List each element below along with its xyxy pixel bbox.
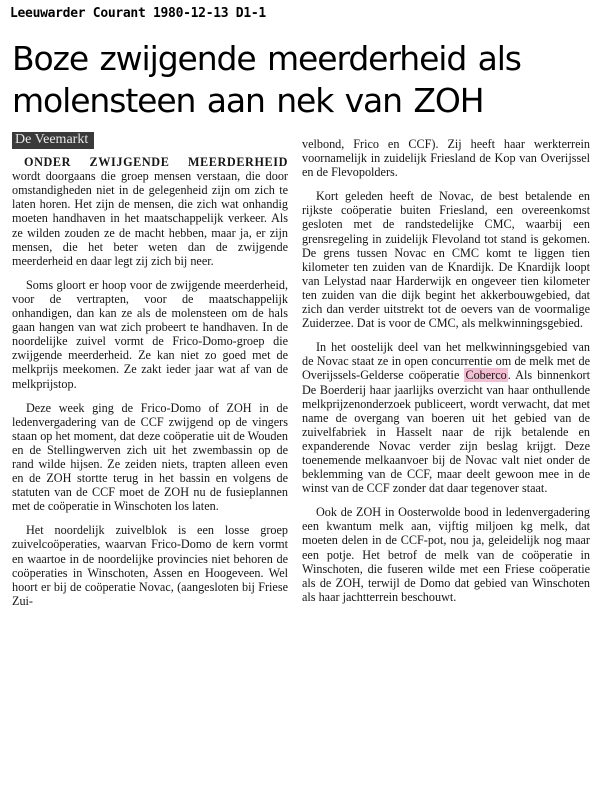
section-label: De Veemarkt	[12, 132, 94, 149]
paragraph	[12, 155, 288, 268]
paragraph: velbond, Frico en CCF). Zij heeft haar werkterrein voornamelijk in zuidelijk Friesland de Kop van Overijssel en de Flevopolders.	[302, 137, 590, 180]
newspaper-source-label: Leeuwarder Courant 1980-12-13 D1-1	[10, 6, 266, 21]
headline-line-1: Boze zwijgende meerderheid als	[12, 39, 521, 78]
article-column-right	[302, 137, 590, 614]
article-column-left	[12, 132, 288, 618]
paragraph: Ook de ZOH in Oosterwolde bood in ledenvergadering een kwantum melk aan, vijftig miljoen kg melk, dat moeten delen in de CCF-pot, nou ja, geleidelijk nog maar een potje. Het betrof de melk van de coöperatie in Winschoten, die fuseren wilde met een Friese coöperatie als de ZOH, terwijl de Domo dat gebied van Winschoten als haar jachtterrein beschouwt.	[302, 505, 590, 604]
paragraph-text: In het oostelijk deel van het melkwinningsgebied van de Novac staat ze in open concurrentie om de melk met de Overijssels-Gelderse coöperatie	[302, 340, 590, 383]
paragraph: Het noordelijk zuivelblok is een losse groep zuivelcoöperaties, waarvan Frico-Domo de kern vormt en waartoe in de noordelijke provincies niet behoren de coöperaties in Winschoten, Assen en Hoogeveen. Wel hoort er bij de coöperatie Novac, (aangesloten bij Friese Zui-	[12, 523, 288, 608]
paragraph: Soms gloort er hoop voor de zwijgende meerderheid, voor de vertrapten, voor de maatschappelijk onhandigen, dan kan ze als de molensteen om de hals gaan hangen van wat zich probeert te handhaven. In de noordelijke zuivel vormt de Frico-Domo-groep die zwijgende meerderheid. Ze kan niet zo goed met de melkprijs meekomen. Ze zakt ieder jaar wat af van de melkprijstop.	[12, 277, 288, 391]
paragraph: Kort geleden heeft de Novac, de best betalende en rijkste coöperatie buiten Friesland, een overeenkomst gesloten met de randstedelijke CMC, waarbij een grensregeling in zuidelijk Flevoland tot stand is gekomen. De grens tussen Novac en CMC komt te liggen tien kilometer ten zuiden van de Knardijk. De Knardijk loopt van Lelystad naar Harderwijk en ongeveer tien kilometer ten zuiden van die dijk begint het akkerbouwgebied, dat zich dan verder uitstrekt tot de oevers van de voormalige Zuiderzee. Dat is voor de CMC, als melkwinningsgebied.	[302, 189, 590, 331]
paragraph-text: wordt doorgaans die groep mensen verstaan, die door omstandigheden niet in de gelegenheid zijn om zich te laten horen. Het zijn de mensen, die zich wat onhandig moeten handhaven in het maatschappelijk verkeer. Als ze wilden zouden ze de macht hebben, maar ja, er zijn mensen, die het beter weten dan de zwijgende meerderheid en daar legt zij zich bij neer.	[12, 169, 288, 268]
article-headline	[12, 38, 592, 122]
highlighted-term: Coberco	[465, 368, 507, 383]
lead-in: ONDER ZWIJGENDE MEERDERHEID	[24, 155, 288, 170]
paragraph	[302, 340, 590, 495]
paragraph-text: . Als binnenkort De Boerderij haar jaarlijks overzicht van haar onthullende melkprijzenonderzoek publiceert, wordt verwacht, dat met name de overgang van boeren uit het gebied van de zuivelfabriek in Hasselt naar de rijk betalende en expanderende Novac verder zijn beslag krijgt. Deze toenemende melkaanvoer bij de Novac valt niet onder de beklemming van de CCF, maar deelt gewoon mee in de winst van de CCF zonder dat daar tegenover staat.	[302, 368, 590, 496]
headline-line-2: molensteen aan nek van ZOH	[12, 81, 484, 120]
paragraph: Deze week ging de Frico-Domo of ZOH in de ledenvergadering van de CCF zwijgend op de vingers staan op het moment, dat deze coöperatie uit de Wouden en de Stellingwerven zich uit het zwembassin op de rand wilde hijsen. Ze zeiden niets, trapten alleen even en de ZOH stortte terug in het bassin en volgens de statuten van de CCF moet de ZOH nu de fusieplannen met de coöperatie in Winschoten los laten.	[12, 400, 288, 514]
